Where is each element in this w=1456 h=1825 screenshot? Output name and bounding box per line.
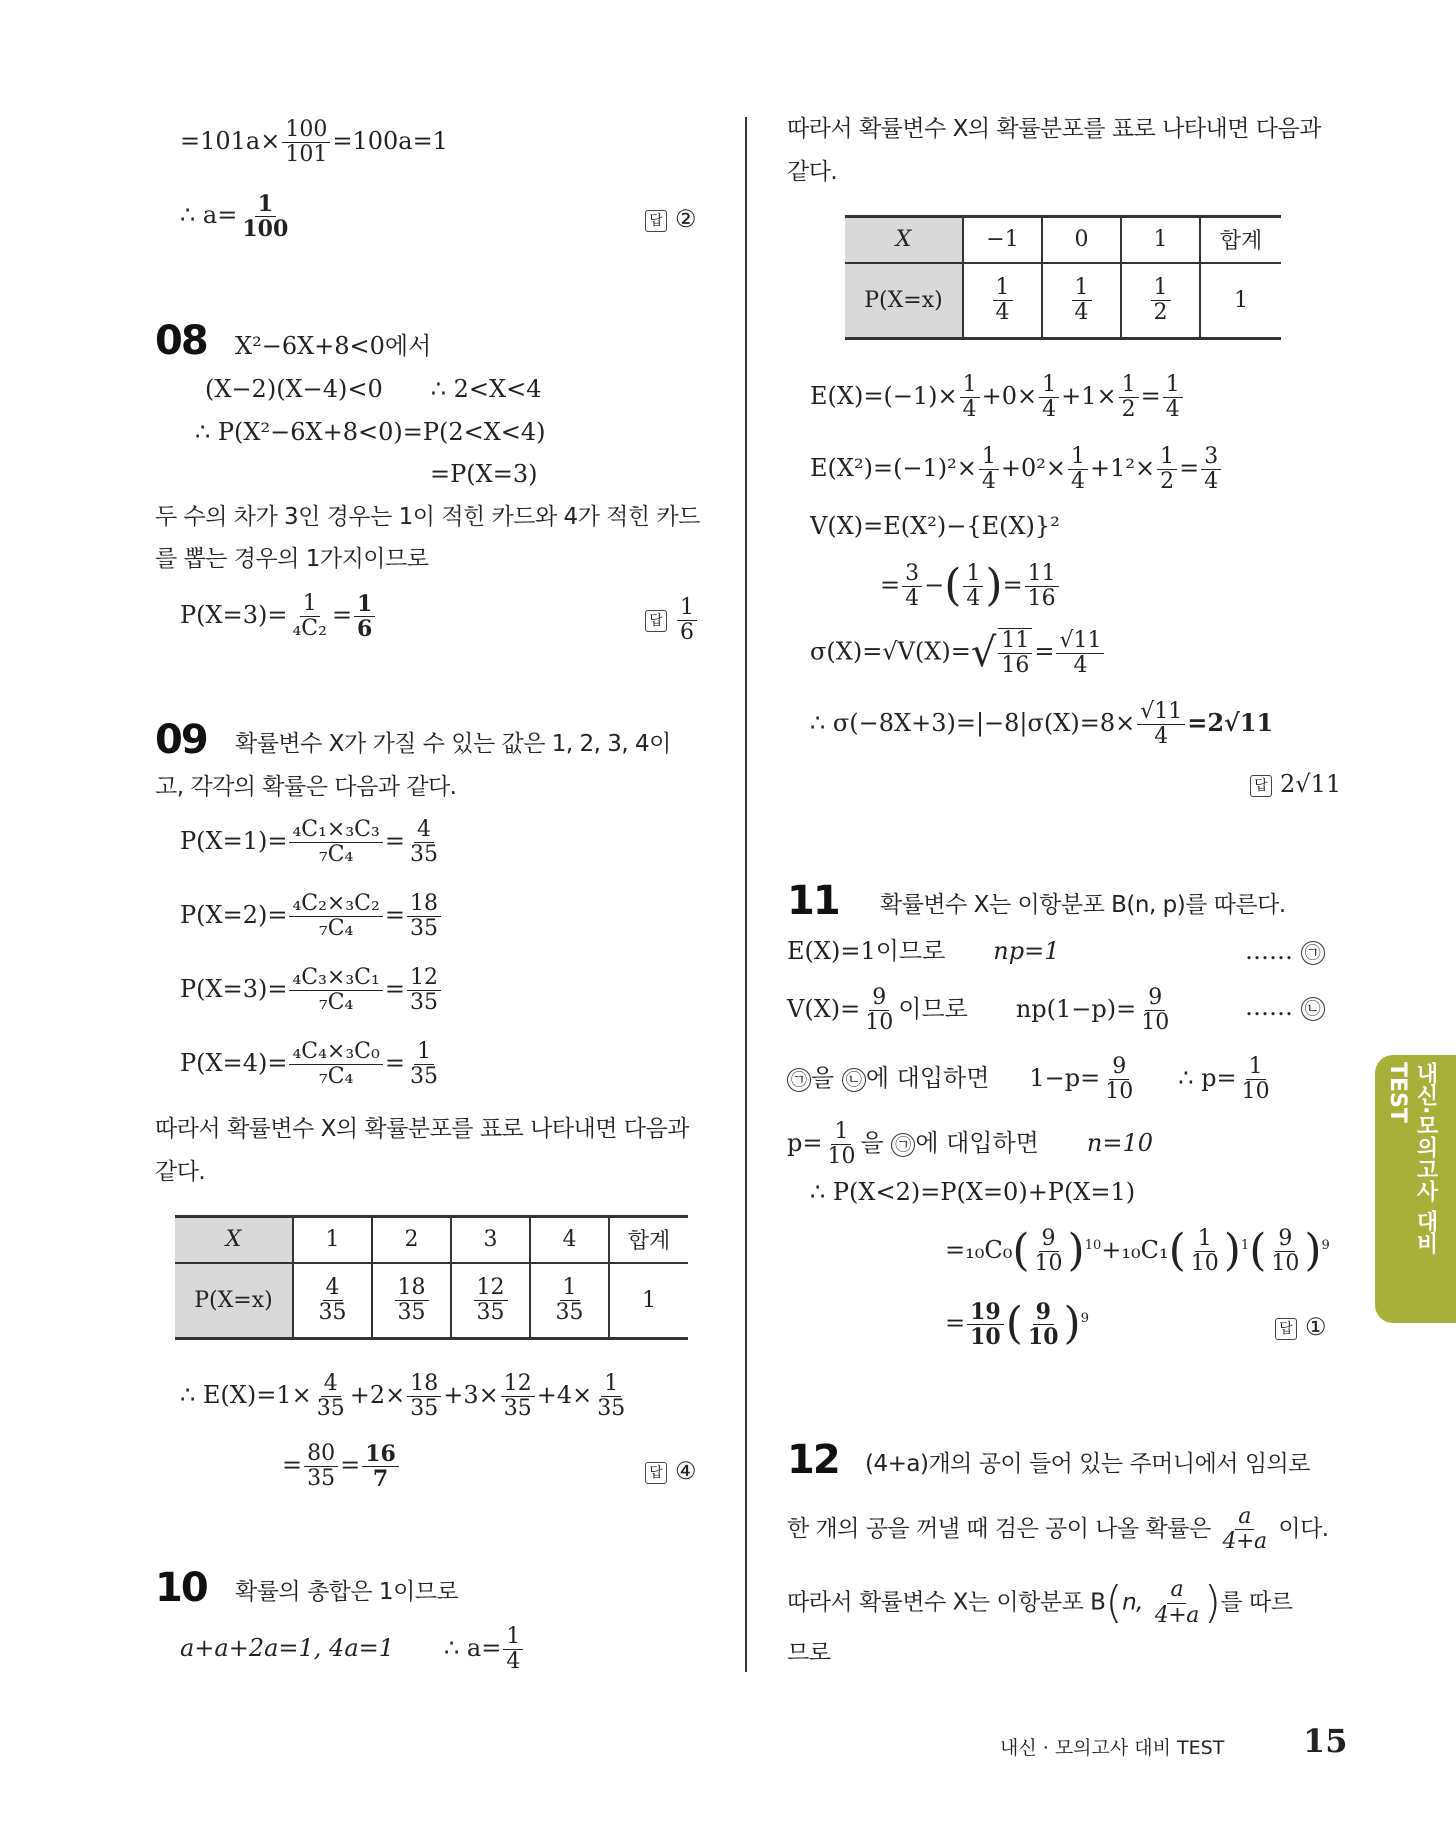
table-header-cell: 4 xyxy=(530,1217,609,1263)
equation-line: E(X)=1이므로 np=1 xyxy=(787,937,1060,965)
equation-line: ∴ a= $\frac{1}{100}$ xyxy=(180,191,289,243)
table-header-cell: 0 xyxy=(1042,217,1121,263)
text-line: 따라서 확률변수 X의 확률분포를 표로 나타내면 다음과 xyxy=(155,1116,689,1142)
table-header-cell: 3 xyxy=(451,1217,530,1263)
equation-tag: …… ㉠ xyxy=(1245,937,1325,966)
probability-row: P(X=2)= $\frac{\text{₄C₂×₃C₂}}{\text{₇C₄}}$ = $\frac{18}{35}$ xyxy=(180,892,443,941)
answer-mark: 답 ④ xyxy=(645,1457,697,1485)
distribution-table xyxy=(845,215,1281,340)
problem-number: 12 xyxy=(787,1437,839,1483)
footer-title: 내신 · 모의고사 대비 TEST xyxy=(1000,1737,1225,1759)
table-header-cell: 2 xyxy=(372,1217,451,1263)
probability-row: P(X=4)= $\frac{\text{₄C₄×₃C₀}}{\text{₇C₄}}$ = $\frac{1}{35}$ xyxy=(180,1039,438,1090)
equation-line: E(X)=(−1)× $\frac{1}{4}$ +0× $\frac{1}{4}$ +1× $\frac{1}{2}$ = $\frac{1}{4}$ xyxy=(810,373,1185,422)
table-cell: $\frac{1}{4}$ xyxy=(963,263,1042,339)
problem-number: 09 xyxy=(155,717,207,763)
text-line: (4+a)개의 공이 들어 있는 주머니에서 임의로 xyxy=(865,1451,1310,1477)
page-number: 15 xyxy=(1303,1722,1348,1760)
section-side-tab-label: 내신·모의고사 대비 TEST xyxy=(1385,1062,1438,1255)
text-line: 고, 각각의 확률은 다음과 같다. xyxy=(155,774,457,800)
equation-tag: …… ㉡ xyxy=(1245,993,1325,1022)
answer-icon: 답 xyxy=(645,610,667,632)
text-line: 확률의 총합은 1이므로 xyxy=(235,1579,459,1605)
answer-mark: 답 ① xyxy=(1275,1313,1327,1341)
tag-b-icon: ㉡ xyxy=(1301,997,1325,1021)
table-header-cell: X xyxy=(845,217,963,263)
equation-line: E(X²)=(−1)²× $\frac{1}{4}$ +0²× $\frac{1}{4}$ +1²× $\frac{1}{2}$ = $\frac{3}{4}$ xyxy=(810,445,1223,494)
equation-line: =₁₀C₀( $\frac{9}{10}$ )$^{10}$+₁₀C₁( $\frac{1}{10}$ )$^1$( $\frac{9}{10}$ )$^9$ xyxy=(945,1225,1330,1276)
table-header-cell: 합계 xyxy=(1200,217,1281,263)
text-line: 두 수의 차가 3인 경우는 1이 적힌 카드와 4가 적힌 카드 xyxy=(155,504,700,530)
equation-line: =101a× $\frac{100}{101}$ =100a=1 xyxy=(180,117,448,168)
table-cell: $\frac{1}{35}$ xyxy=(530,1263,609,1339)
table-row-label: P(X=x) xyxy=(175,1263,293,1339)
table-cell: 1 xyxy=(1200,263,1281,339)
problem-number: 10 xyxy=(155,1565,207,1611)
text-line: 같다. xyxy=(787,159,838,185)
equation-line: = $\frac{80}{35}$ = $\frac{16}{7}$ xyxy=(282,1442,401,1491)
equation-line: ∴ E(X)=1× $\frac{4}{35}$ +2× $\frac{18}{35}$ +3× $\frac{12}{35}$ +4× $\frac{1}{35}$ xyxy=(180,1371,626,1422)
table-cell: 1 xyxy=(609,1263,688,1339)
table-header-cell: 합계 xyxy=(609,1217,688,1263)
table-cell: $\frac{1}{4}$ xyxy=(1042,263,1121,339)
equation-line: = $\frac{19}{10}$ ( $\frac{9}{10}$ )$^9$ xyxy=(945,1298,1089,1350)
equation-line: (X−2)(X−4)<0 ∴ 2<X<4 xyxy=(205,375,542,403)
probability-row: P(X=3)= $\frac{\text{₄C₃×₃C₁}}{\text{₇C₄}}$ = $\frac{12}{35}$ xyxy=(180,966,443,1015)
answer-mark: 답 $\frac{1}{6}$ xyxy=(645,596,699,645)
problem-number: 08 xyxy=(155,318,207,364)
table-cell: $\frac{18}{35}$ xyxy=(372,1263,451,1339)
text-line: 따라서 확률변수 X는 이항분포 B(n, $\frac{a}{4+a}$ )를 따르 xyxy=(787,1577,1293,1628)
text-line: 를 뽑는 경우의 1가지이므로 xyxy=(155,546,429,572)
table-cell: $\frac{1}{2}$ xyxy=(1121,263,1200,339)
equation-line: ∴ P(X<2)=P(X=0)+P(X=1) xyxy=(810,1178,1136,1206)
answer-icon: 답 xyxy=(1250,775,1272,797)
answer-icon: 답 xyxy=(1275,1318,1297,1340)
text-line: 므로 xyxy=(787,1640,831,1666)
equation-line: P(X=3)= $\frac{1}{\text{₄C₂}}$ = $\frac{1}{6}$ xyxy=(180,592,377,641)
probability-row: P(X=1)= $\frac{\text{₄C₁×₃C₃}}{\text{₇C₄}}$ = $\frac{4}{35}$ xyxy=(180,817,438,868)
table-cell: $\frac{4}{35}$ xyxy=(293,1263,372,1339)
equation-line: p= $\frac{1}{10}$ 을 ㉠ 에 대입하면 n=10 xyxy=(787,1119,1153,1170)
distribution-table xyxy=(175,1215,688,1340)
text-line: 같다. xyxy=(155,1159,206,1185)
equation-line: V(X)=E(X²)−{E(X)}² xyxy=(810,512,1060,540)
equation-line: σ(X)=√V(X)=√ $\frac{11}{16}$ = $\frac{√11}{4}$ xyxy=(810,628,1106,678)
equation-line: =P(X=3) xyxy=(430,460,538,488)
answer-mark: 답 2√11 xyxy=(1250,770,1341,798)
equation-line: ∴ P(X²−6X+8<0)=P(2<X<4) xyxy=(195,418,546,446)
tag-a-icon: ㉠ xyxy=(787,1068,811,1092)
table-row-label: P(X=x) xyxy=(845,263,963,339)
table-header-cell: 1 xyxy=(293,1217,372,1263)
tag-a-icon: ㉠ xyxy=(891,1133,915,1157)
text-line: 확률변수 X는 이항분포 B(n, p)를 따른다. xyxy=(880,892,1286,918)
table-header-cell: 1 xyxy=(1121,217,1200,263)
answer-icon: 답 xyxy=(645,1462,667,1484)
text-line: 확률변수 X가 가질 수 있는 값은 1, 2, 3, 4이 xyxy=(235,731,671,757)
text-line: 따라서 확률변수 X의 확률분포를 표로 나타내면 다음과 xyxy=(787,116,1321,142)
equation-line: ∴ σ(−8X+3)=|−8|σ(X)=8× $\frac{√11}{4}$ =2√11 xyxy=(810,699,1274,750)
equation-line: X²−6X+8<0에서 xyxy=(235,332,432,360)
tag-b-icon: ㉡ xyxy=(842,1068,866,1092)
answer-icon: 답 xyxy=(645,210,667,232)
problem-number: 11 xyxy=(787,878,839,924)
equation-line: a+a+2a=1, 4a=1 ∴ a= $\frac{1}{4}$ xyxy=(180,1625,525,1674)
table-cell: $\frac{12}{35}$ xyxy=(451,1263,530,1339)
tag-a-icon: ㉠ xyxy=(1301,941,1325,965)
text-line: 한 개의 공을 꺼낼 때 검은 공이 나올 확률은 $\frac{a}{4+a}$ 이다. xyxy=(787,1504,1329,1555)
equation-line: ㉠ 을 ㉡ 에 대입하면 1−p= $\frac{9}{10}$ ∴ p= $\frac{1}{10}$ xyxy=(787,1055,1275,1104)
equation-line: V(X)= $\frac{9}{10}$ 이므로 np(1−p)= $\frac{9}{10}$ xyxy=(787,985,1170,1036)
column-divider xyxy=(745,117,747,1672)
table-header-cell: −1 xyxy=(963,217,1042,263)
equation-line: = $\frac{3}{4}$ −( $\frac{1}{4}$ )= $\frac{11}{16}$ xyxy=(880,560,1061,613)
table-header-cell: X xyxy=(175,1217,293,1263)
answer-mark: 답 ② xyxy=(645,205,697,233)
